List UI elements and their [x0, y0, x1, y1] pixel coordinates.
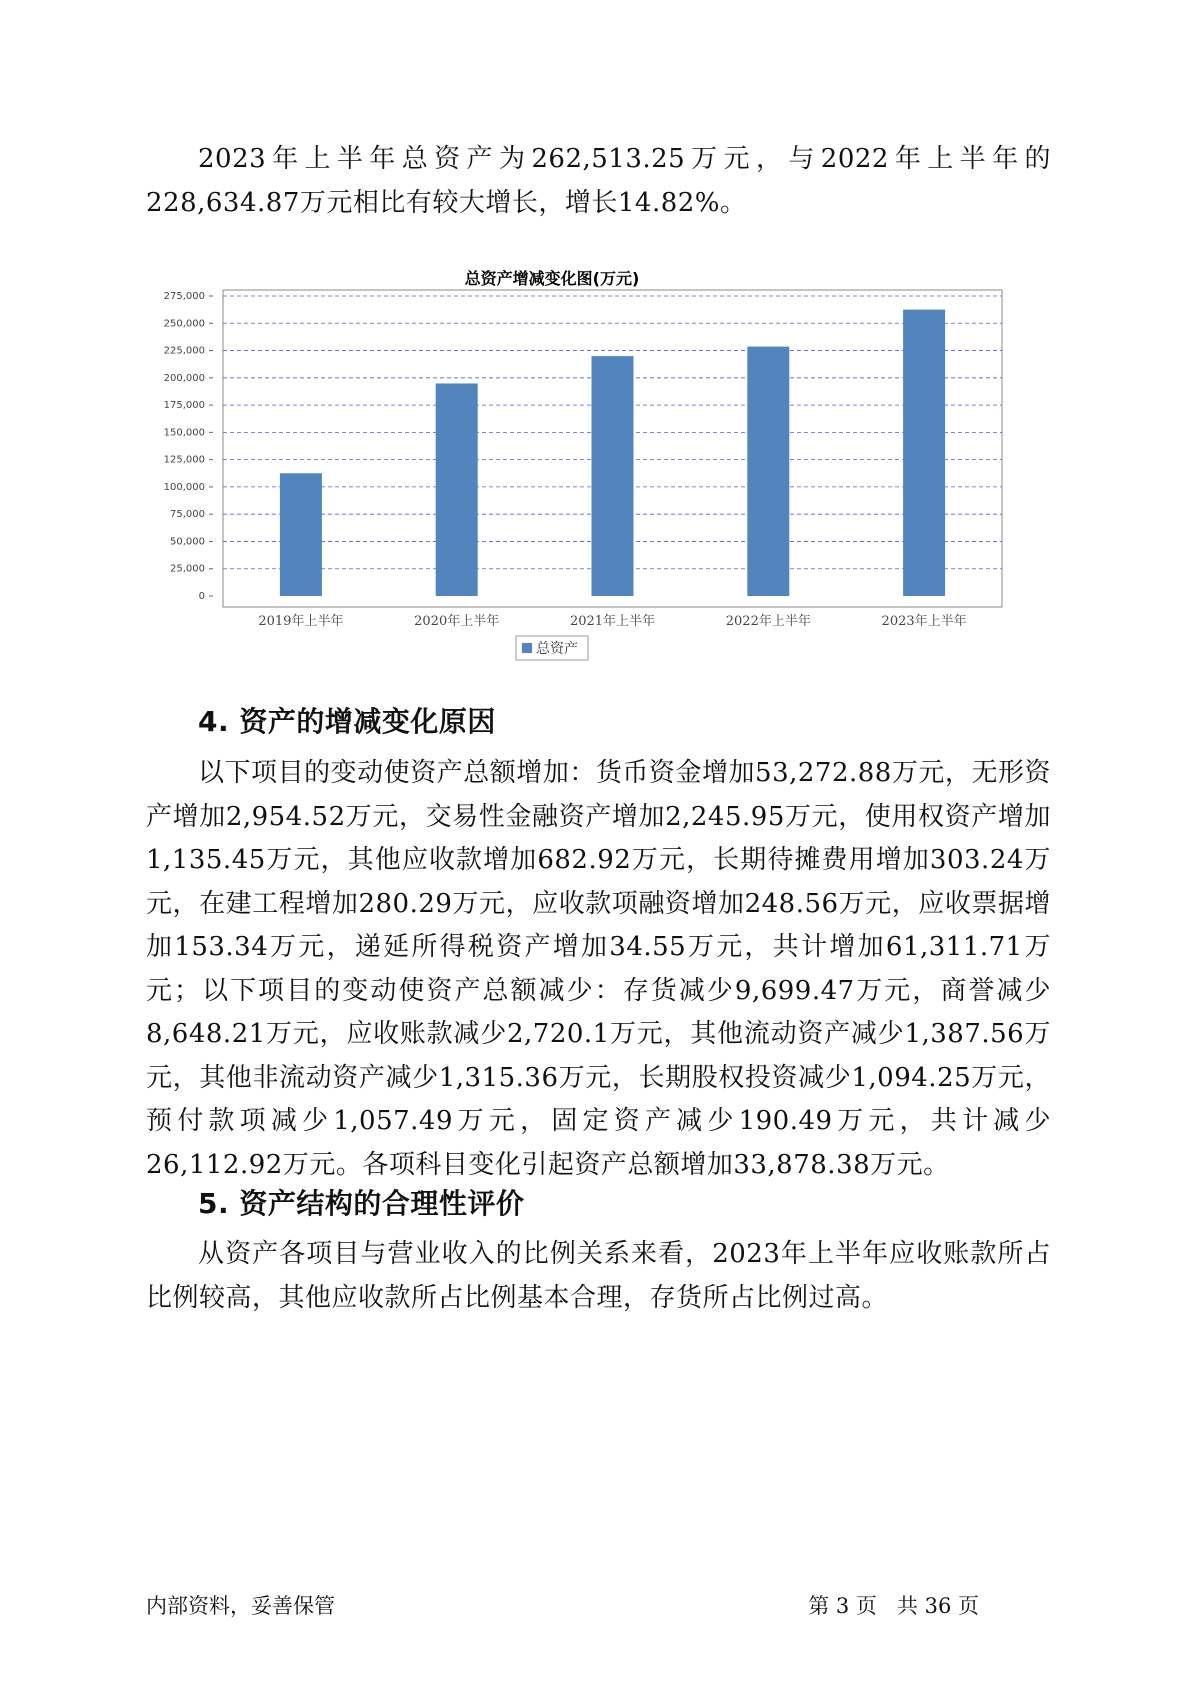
x-tick-label: 2019年上半年 [258, 614, 344, 629]
y-tick-label: 250,000 [163, 318, 205, 330]
footer-left: 内部资料，妥善保管 [146, 1594, 335, 1618]
bar-4 [747, 347, 789, 596]
y-tick-label: 225,000 [163, 345, 205, 357]
legend [516, 636, 588, 660]
y-axis-ticks [164, 291, 213, 602]
y-tick-label: 150,000 [163, 427, 205, 439]
y-tick-label: 0 [198, 591, 205, 602]
footer-page-number: 第 3 页 共 36 页 [808, 1594, 979, 1618]
y-tick-label: 100,000 [163, 481, 205, 493]
x-axis-ticks [258, 613, 966, 629]
chart-title: 总资产增减变化图(万元) [464, 269, 640, 288]
legend-label-total-assets: 总资产 [536, 641, 578, 657]
legend-swatch [522, 643, 532, 653]
x-tick-label: 2020年上半年 [414, 614, 500, 629]
total-assets-chart [146, 262, 1046, 674]
y-tick-label: 50,000 [170, 536, 205, 548]
section4-paragraph: 以下项目的变动使资产总额增加：货币资金增加53,272.88万元，无形资产增加2,954.52万元，交易性金融资产增加2,245.95万元，使用权资产增加1,135.45万元，其他应收款增加682.92万元，长期待摊费用增加303.24万元，在建工程增加280.29万元，应收款项融资增加248.56万元，应收票据增加153.34万元，递延所得税资产增加34.55万元，共计增加61,311.71万元；以下项目的变动使资产总额减少：存货减少9,699.47万元，商誉减少8,648.21万元，应收账款减少2,720.1万元，其他流动资产减少1,387.56万元，其他非流动资产减少1,315.36万元，长期股权投资减少1,094.25万元，预付款项减少1,057.49万元，固定资产减少190.49万元，共计减少26,112.92万元。各项科目变化引起资产总额增加33,878.38万元。 [146, 758, 1051, 1180]
y-tick-label: 200,000 [163, 372, 205, 384]
y-tick-label: 25,000 [170, 563, 205, 575]
y-tick-label: 275,000 [163, 291, 205, 302]
x-tick-label: 2023年上半年 [881, 614, 967, 629]
section5-heading: 5. 资产结构的合理性评价 [198, 1187, 525, 1220]
bar-3 [592, 356, 634, 596]
intro-paragraph: 2023年上半年总资产为262,513.25万元，与2022年上半年的228,634.87万元相比有较大增长，增长14.82%。 [146, 144, 1051, 218]
section4-heading: 4. 资产的增减变化原因 [198, 705, 496, 738]
y-tick-label: 175,000 [163, 400, 205, 412]
bar-1 [280, 473, 322, 596]
y-tick-label: 75,000 [170, 509, 205, 521]
x-tick-label: 2022年上半年 [725, 614, 811, 629]
bar-2 [436, 383, 478, 596]
bar-5 [903, 310, 945, 596]
y-tick-label: 125,000 [163, 454, 205, 466]
section5-paragraph: 从资产各项目与营业收入的比例关系来看，2023年上半年应收账款所占比例较高，其他应收款所占比例基本合理，存货所占比例过高。 [146, 1239, 1051, 1313]
x-tick-label: 2021年上半年 [569, 614, 656, 629]
